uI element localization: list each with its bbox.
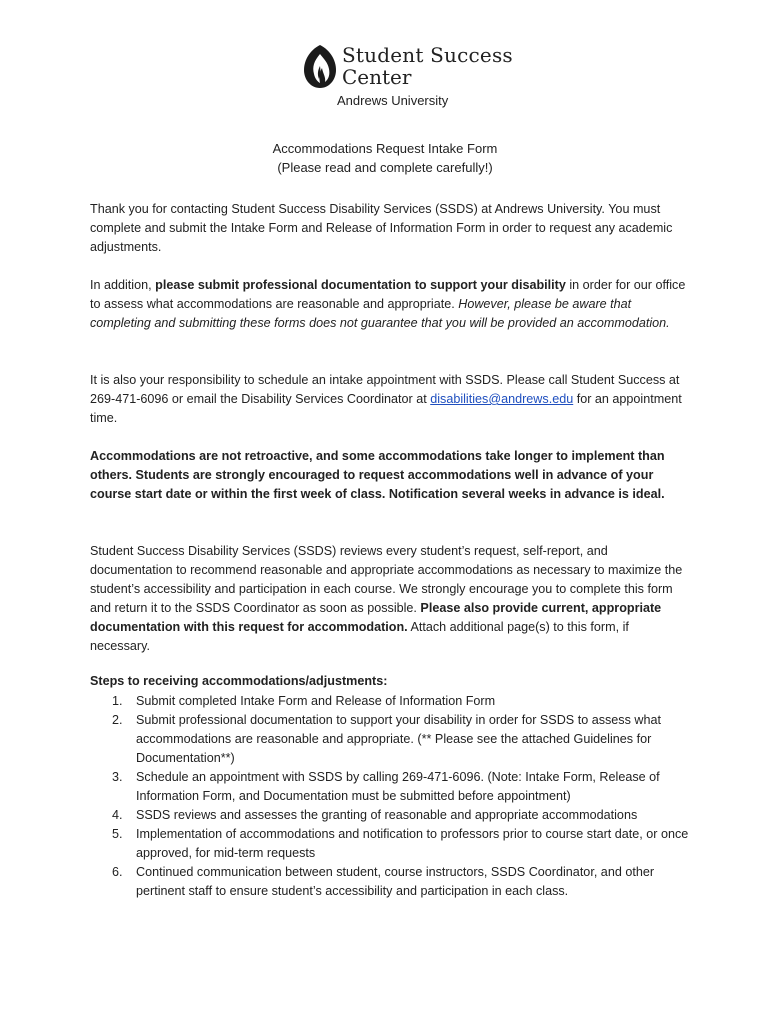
retroactive-notice	[90, 447, 690, 504]
step-text: SSDS reviews and assesses the granting of reasonable and appropriate accommodations	[136, 808, 638, 822]
step-number: 2.	[112, 713, 123, 727]
step-number: 4.	[112, 808, 123, 822]
form-subtitle: (Please read and complete carefully!)	[277, 160, 493, 175]
list-item	[90, 825, 690, 863]
list-item	[90, 863, 690, 901]
logo-text-line2: Center	[342, 65, 412, 89]
step-number: 1.	[112, 694, 123, 708]
step-number: 6.	[112, 865, 123, 879]
p2-mid: in order for our office to assess what accommodations are reasonable and appropriate.	[90, 278, 686, 311]
step-text: Implementation of accommodations and notification to professors prior to course start date, or once approved, for mid-term requests	[136, 827, 689, 860]
institution-name: Andrews University	[337, 93, 449, 108]
p5-bold: Please also provide current, appropriate documentation with this request for accommodation.	[90, 601, 662, 634]
review-paragraph	[90, 542, 690, 656]
list-item	[90, 711, 690, 768]
step-text: Submit professional documentation to support your disability in order for SSDS to assess what accommodations are reasonable and appropriate. (** Please see the attached Guidelines for Documentation**)	[136, 713, 662, 765]
p5-start: Student Success Disability Services (SSDS) reviews every student’s request, self-report, and documentation to recommend reasonable and appropriate accommodations as necessary to maximize the student’s accessibility and participation in each course. We strongly encourage you to complete this form and return it to the SSDS Coordinator as soon as possible.	[90, 544, 683, 615]
step-number: 3.	[112, 770, 123, 784]
p2-italic: However, please be aware that completing and submitting these forms does not guarantee that you will be provided an accommodation.	[90, 297, 670, 330]
step-number: 5.	[112, 827, 123, 841]
p5-end: Attach additional page(s) to this form, if necessary.	[90, 620, 629, 653]
list-item	[90, 806, 690, 825]
logo	[302, 42, 513, 114]
p2-bold: please submit professional documentation to support your disability	[155, 278, 566, 292]
list-item	[90, 692, 690, 711]
form-title: Accommodations Request Intake Form	[272, 141, 498, 156]
p3-start: It is also your responsibility to schedule an intake appointment with SSDS. Please call Student Success at 269-471-6096 or email the Disability Services Coordinator at	[90, 373, 680, 406]
appointment-paragraph	[90, 371, 690, 428]
list-item	[90, 768, 690, 806]
p3-end: for an appointment time.	[90, 392, 682, 425]
email-link[interactable]: disabilities@andrews.edu	[430, 392, 574, 406]
steps-heading: Steps to receiving accommodations/adjustments:	[90, 674, 388, 688]
p2-start: In addition,	[90, 278, 156, 292]
step-text: Submit completed Intake Form and Release of Information Form	[136, 694, 496, 708]
intro-paragraph: Thank you for contacting Student Success Disability Services (SSDS) at Andrews University. You must complete and submit the Intake Form and Release of Information Form in order to request any academic adjustments.	[90, 202, 673, 254]
steps-list	[90, 692, 690, 901]
flame-icon	[302, 44, 338, 90]
logo-text-line1: Student Success	[342, 43, 513, 67]
p4-bold: Accommodations are not retroactive, and some accommodations take longer to implement than others. Students are strongly encouraged to request accommodations well in advance of your course start date or within the first week of class. Notification several weeks in advance is ideal.	[90, 449, 665, 501]
step-text: Schedule an appointment with SSDS by calling 269-471-6096. (Note: Intake Form, Release of Information Form, and Documentation must be submitted before appointment)	[136, 770, 660, 803]
documentation-paragraph	[90, 276, 690, 333]
step-text: Continued communication between student, course instructors, SSDS Coordinator, and other pertinent staff to ensure student’s accessibility and participation in each class.	[136, 865, 655, 898]
